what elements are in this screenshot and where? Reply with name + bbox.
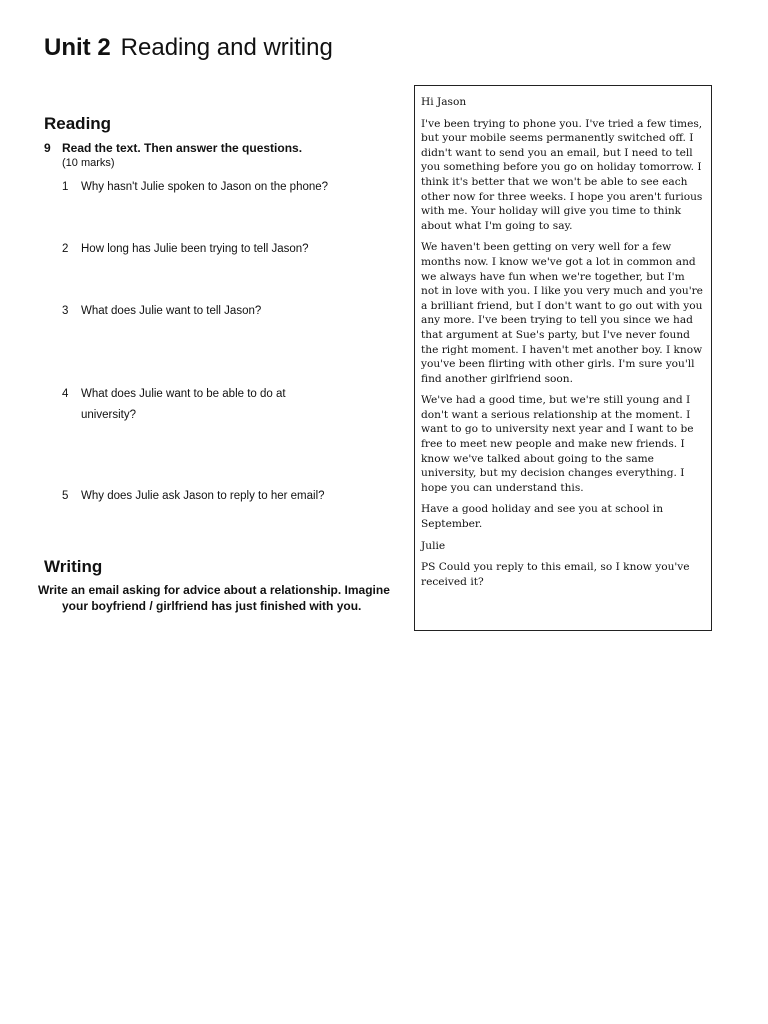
email-paragraph: Have a good holiday and see you at school in September. — [421, 503, 664, 531]
question-text: Why does Julie ask Jason to reply to her email? — [81, 490, 325, 502]
exercise-instruction: Read the text. Then answer the questions. — [62, 141, 303, 155]
email-paragraph: I've been trying to phone you. I've tried a few times, but your mobile seems permanently switched off. I didn't want to send you an email, but I need to tell you something before you go on holiday tomorrow. I think it's better that we won't be able to see each other now for three weeks. I hope you aren't furious with me. Your holiday will give you time to think about what I'm going to say. — [421, 117, 703, 232]
question-number: 1 — [62, 181, 69, 193]
question-text: What does Julie want to tell Jason? — [81, 305, 262, 317]
email-text-box — [414, 85, 712, 631]
question-3 — [62, 301, 372, 322]
writing-heading: Writing — [44, 557, 103, 576]
reading-heading: Reading — [44, 114, 112, 133]
question-text: Why hasn't Julie spoken to Jason on the phone? — [81, 181, 329, 193]
question-5 — [62, 486, 372, 507]
writing-task: Write an email asking for advice about a relationship. Imagine your boyfriend / girlfriend has just finished with you. — [38, 583, 390, 613]
exercise-marks: (10 marks) — [62, 157, 115, 169]
question-4 — [62, 384, 324, 426]
question-number: 2 — [62, 243, 69, 255]
question-2 — [62, 239, 372, 260]
unit-label: Unit 2 — [44, 34, 111, 61]
email-signoff: Julie — [421, 539, 446, 552]
email-paragraph: We haven't been getting on very well for a few months now. I know we've got a lot in common and we always have fun when we're together, but I'm not in love with you. I like you very much and you're a brilliant friend, but I don't want to go out with you any more. I've been trying to tell you since we had that argument at Sue's party, but I've never found the right moment. I haven't met another boy. I know you've been flirting with other girls. I'm sure you'll find another girlfriend soon. — [421, 241, 703, 385]
page-title — [44, 33, 333, 63]
question-text: How long has Julie been trying to tell Jason? — [81, 243, 309, 255]
question-1 — [62, 177, 372, 198]
question-text: What does Julie want to be able to do at university? — [81, 388, 286, 421]
question-number: 4 — [62, 388, 69, 400]
email-paragraph: We've had a good time, but we're still young and I don't want a serious relationship at the moment. I want to go to university next year and I want to be free to meet new people and make new friends. I know we've talked about going to the same university, but my decision changes everything. I hope you can understand this. — [421, 394, 694, 494]
exercise-number: 9 — [44, 141, 51, 155]
email-greeting: Hi Jason — [421, 96, 467, 108]
question-number: 5 — [62, 490, 69, 502]
email-postscript: PS Could you reply to this email, so I know you've received it? — [421, 561, 690, 588]
unit-title: Reading and writing — [120, 34, 333, 61]
question-number: 3 — [62, 305, 69, 317]
